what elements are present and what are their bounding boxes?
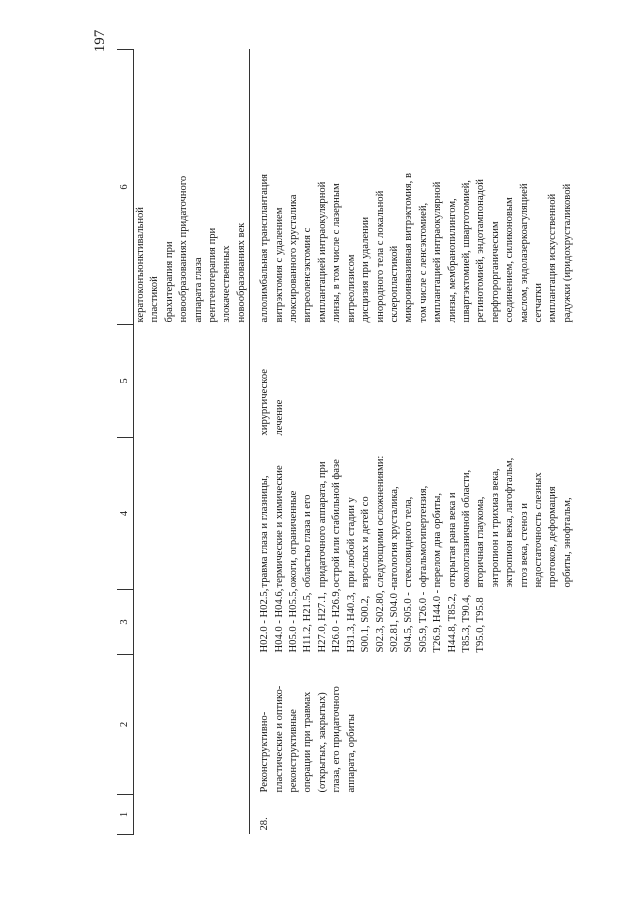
text-line: дисцизия при удалении: [360, 216, 372, 323]
header-col-3: 3: [117, 590, 134, 655]
text-line: протоков, деформация: [547, 486, 559, 588]
text-line: H02.0 - H02.5,: [259, 588, 271, 653]
table-row: [258, 50, 575, 835]
header-col-6: 6: [117, 50, 134, 325]
text-line: H11.2, H21.5,: [302, 592, 314, 653]
text-line: линзы, в том числе с лазерным: [331, 183, 343, 323]
treatment-method-cell: [258, 50, 575, 325]
text-line: T85.3, T90.4,: [460, 594, 472, 653]
text-line: хирургическое: [259, 369, 271, 436]
header-col-4: 4: [117, 438, 134, 590]
text-line: соединением, силиконовым: [504, 197, 516, 323]
text-line: патология хрусталика,: [388, 486, 400, 588]
text-line: T26.9, H44.0 -: [432, 589, 444, 653]
text-line: пластические и оптико-: [273, 685, 285, 793]
text-line: следующими осложнениями:: [374, 455, 386, 588]
text-line: эктропион века, лагофтальм,: [504, 457, 516, 588]
text-line: маслом, эндолазеркоагуляцией: [518, 183, 530, 323]
text-line: офтальмогипертензия,: [417, 485, 429, 588]
icd-codes-cell: [258, 586, 575, 655]
text-line: Реконструктивно-: [259, 711, 271, 793]
text-line: птоз века, стеноз и: [518, 503, 530, 588]
header-col-5: 5: [117, 325, 134, 438]
text-line: витреолизисом: [345, 254, 357, 323]
page-number: 197: [92, 29, 108, 53]
text-line: реконструктивные: [288, 709, 300, 793]
text-line: вторичная глаукома,: [475, 496, 487, 588]
text-line: H26.0 - H26.9,: [331, 588, 343, 653]
text-line: склеропластикой: [388, 245, 400, 323]
text-line: (открытых, закрытых): [316, 692, 328, 793]
text-line: люксированного хрусталика: [288, 194, 300, 323]
text-line: кератоконъюнктивальной: [135, 207, 146, 323]
text-line: открытая рана века и: [446, 492, 458, 588]
text-line: имплантацией интраокулярной: [432, 181, 444, 323]
text-line: H27.0, H27.1,: [316, 592, 328, 653]
text-line: H05.0 - H05.5,: [288, 588, 300, 653]
text-line: аппарата глаза: [192, 257, 204, 323]
text-line: линзы, мембранопилингом,: [446, 198, 458, 323]
diagnosis-cell: [258, 438, 575, 590]
text-line: перелом дна орбиты,: [432, 492, 444, 588]
text-line: имплантацией интраокулярной: [316, 181, 328, 323]
text-line: энтропион и трихиаз века,: [489, 468, 501, 588]
continuation-row: [134, 50, 250, 835]
text-line: витрэктомия с удалением: [273, 207, 285, 323]
text-line: рентгенотерапия при: [207, 227, 219, 323]
text-line: ретинотомией, эндотампонадой: [475, 179, 487, 323]
text-line: придаточного аппарата, при: [316, 461, 328, 588]
text-line: S00.1, S00.2,: [360, 595, 372, 653]
text-line: пластикой: [149, 276, 161, 323]
diagnosis-lines: [258, 440, 575, 588]
text-line: H31.3, H40.3,: [345, 592, 357, 653]
header-col-1: 1: [117, 795, 134, 835]
text-line: ожоги, ограниченные: [288, 490, 300, 588]
treatment-type-lines: [258, 327, 287, 436]
continuation-methods-cell: [134, 50, 250, 325]
treatment-method-lines: [258, 52, 575, 323]
text-line: швартэктомией, швартотомией,: [460, 180, 472, 323]
text-line: термические и химические: [273, 465, 285, 588]
text-line: перфторорганическим: [489, 221, 501, 323]
header-col-2: 2: [117, 655, 134, 795]
procedure-name-cell: [258, 655, 575, 795]
text-line: радужки (иридохрусталиковой: [561, 183, 573, 323]
text-line: новообразованиях придаточного: [178, 175, 190, 323]
text-line: H44.8, T85.2,: [446, 593, 458, 653]
text-line: инородного тела с локальной: [374, 190, 386, 323]
text-line: глаза, его придаточного: [331, 686, 343, 793]
text-line: микроинвазивная витрэктомия, в: [403, 173, 415, 323]
text-line: S02.81, S04.0 -: [388, 586, 400, 653]
text-line: злокачественных: [221, 245, 233, 323]
text-line: окологлазничной области,: [460, 469, 472, 588]
text-line: аллолимбальная трансплантация: [259, 173, 271, 323]
text-line: S04.5, S05.0 -: [403, 592, 415, 653]
text-line: областью глаза и его: [302, 494, 314, 588]
text-line: травма глаза и глазницы,: [259, 475, 271, 588]
text-line: новообразованиях век: [235, 222, 247, 323]
text-line: операции при травмах: [302, 691, 314, 793]
procedures-table: [117, 49, 575, 835]
text-line: при любой стадии у: [345, 497, 357, 588]
text-line: орбиты, энофтальм,: [561, 497, 573, 588]
text-line: недостаточность слезных: [532, 472, 544, 588]
rotated-table-container: [117, 50, 577, 835]
text-line: взрослых и детей со: [360, 496, 372, 588]
icd-codes-lines: [258, 586, 489, 653]
text-line: лечение: [273, 399, 285, 436]
text-line: T95.0, T95.8: [475, 597, 487, 653]
text-line: стекловидного тела,: [403, 496, 415, 588]
text-line: S05.9, T26.0 -: [417, 591, 429, 653]
text-line: брахитерапия при: [163, 241, 175, 323]
text-line: S02.3, S02.80,: [374, 590, 386, 653]
text-line: сетчатки: [532, 283, 544, 323]
text-line: имплантация искусственной: [547, 193, 559, 323]
treatment-type-cell: [258, 325, 575, 438]
row-separator: [250, 50, 259, 835]
text-line: витреоленсэктомия с: [302, 227, 314, 323]
header-row: [117, 50, 134, 835]
text-line: острой или стабильной фазе: [331, 459, 343, 588]
text-line: H04.0 - H04.6,: [273, 588, 285, 653]
procedure-name-lines: [258, 657, 359, 793]
text-line: том числе с ленсэктомией,: [417, 202, 429, 323]
continuation-methods-lines: [134, 52, 249, 323]
row-number: 28.: [259, 817, 271, 831]
text-line: аппарата, орбиты: [345, 714, 357, 793]
